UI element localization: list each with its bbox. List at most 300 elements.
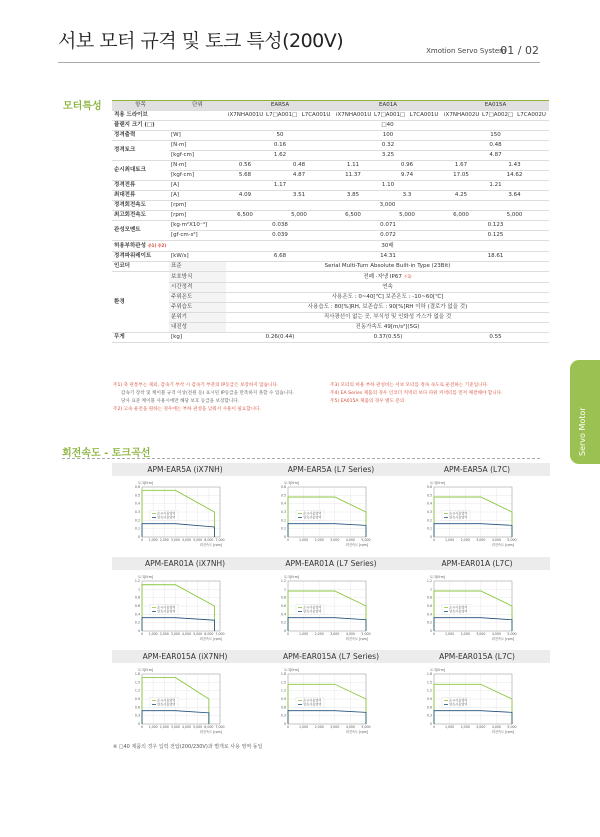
table-row [112, 313, 549, 323]
row-label: 정격파워레이트 [112, 252, 169, 262]
cell: 0.32 [334, 141, 442, 151]
note-line: 주4) EA Series 제품의 경우 인코더 커넥터 보다 파워 커넥터를 먼저 체결해야 합니다. [330, 391, 503, 396]
y-axis-label: 토크[N·m] [138, 668, 154, 672]
torque-chart [112, 463, 258, 558]
chart-svg [258, 665, 404, 745]
y-tick-label: 0 [137, 535, 140, 539]
x-tick-label: 3,000 [330, 725, 340, 729]
table-row [112, 252, 549, 262]
x-tick-label: 1,000 [445, 632, 455, 636]
note-line: 주5) EA015A 제품의 경우 별도 문의 [330, 399, 405, 404]
y-tick-label: 0.2 [134, 620, 140, 625]
x-tick-label: 0 [432, 632, 436, 636]
y-tick-label: 0.5 [134, 493, 140, 498]
torque-chart [112, 650, 258, 745]
cell: 1.17 [226, 181, 334, 191]
legend-label-peak: 순시사용영역 [157, 511, 176, 516]
legend-label-peak: 순시사용영역 [157, 698, 176, 703]
x-tick-label: 6,000 [204, 725, 214, 729]
cell: 0.48 [442, 141, 549, 151]
legend-label-peak: 순시사용영역 [303, 698, 322, 703]
y-tick-label: 0.1 [280, 526, 286, 531]
x-tick-label: 3,000 [330, 538, 340, 542]
page-number: 01 / 02 [500, 44, 539, 57]
cell: 4.87 [264, 171, 334, 181]
y-tick-label: 0.3 [426, 713, 432, 718]
x-axis-label: 회전속도 [rpm] [491, 637, 514, 641]
y-tick-label: 0.8 [134, 595, 140, 600]
cell: 3.51 [264, 191, 334, 201]
y-axis-label: 토크[N·m] [138, 575, 154, 579]
row-label: 최대전류 [112, 191, 169, 201]
x-tick-label: 4,000 [182, 538, 192, 542]
x-tick-label: 4,000 [491, 538, 501, 542]
cell: L7CA001U [298, 111, 334, 121]
y-tick-label: 1.2 [134, 688, 140, 693]
cell-text: 전폐 ·자냉 IP67 [363, 274, 402, 280]
row-label: 정격회전속도 [112, 201, 169, 211]
cell: 0.48 [264, 161, 334, 171]
row-label: 플랜지 크기 (□) [112, 121, 226, 131]
table-row [112, 121, 549, 131]
cell: □40 [226, 121, 549, 131]
legend-label-peak: 순시사용영역 [303, 511, 322, 516]
y-tick-label: 0.5 [426, 493, 432, 498]
y-tick-label: 0.2 [280, 620, 286, 625]
x-tick-label: 4,000 [182, 725, 192, 729]
brand-label: Xmotion Servo System [426, 47, 506, 55]
cell: iX7NHA001U [226, 111, 264, 121]
chart-title: APM-EAR5A (iX7NH) [112, 463, 258, 476]
x-tick-label: 3,000 [330, 632, 340, 636]
x-tick-label: 0 [140, 632, 144, 636]
y-tick-label: 0.6 [134, 485, 140, 489]
y-tick-label: 0.6 [280, 485, 286, 489]
legend-label-continuous: 연속사용영역 [157, 609, 176, 614]
legend-label-peak: 순시사용영역 [303, 605, 322, 610]
y-axis-label: 토크[N·m] [138, 481, 154, 485]
x-tick-label: 3,000 [170, 632, 180, 636]
legend-label-continuous: 연속사용영역 [157, 702, 176, 707]
unit-cell: [W] [169, 131, 226, 141]
cell: 11.37 [334, 171, 372, 181]
x-tick-label: 5,000 [193, 725, 203, 729]
y-axis-label: 토크[N·m] [430, 668, 446, 672]
series-line-continuous [434, 711, 512, 724]
x-tick-label: 2,000 [314, 538, 324, 542]
x-tick-label: 2,000 [314, 632, 324, 636]
y-tick-label: 0 [283, 722, 286, 726]
cell: 6,500 [334, 211, 372, 221]
torque-chart [258, 463, 404, 558]
y-tick-label: 0.8 [280, 595, 286, 600]
cell: L7CA002U [514, 111, 549, 121]
table-row [112, 141, 549, 151]
unit-cell: [kW/s] [169, 252, 226, 262]
unit-cell: [A] [169, 181, 226, 191]
cell: 6,000 [442, 211, 480, 221]
legend-label-peak: 순시사용영역 [449, 698, 468, 703]
cell: 18.61 [442, 252, 549, 262]
row-label: 정격토크 [112, 141, 169, 161]
cell: 6.68 [226, 252, 334, 262]
x-tick-label: 4,000 [345, 538, 355, 542]
spec-table [112, 100, 549, 343]
series-line-continuous [434, 618, 512, 631]
sub-label: 내진성 [169, 323, 226, 333]
y-tick-label: 1.8 [280, 672, 286, 676]
legend-label-continuous: 연속사용영역 [303, 515, 322, 520]
x-tick-label: 3,000 [476, 725, 486, 729]
y-tick-label: 1.8 [426, 672, 432, 676]
y-tick-label: 0.1 [134, 526, 140, 531]
legend-label-peak: 순시사용영역 [449, 605, 468, 610]
chart-title: APM-EAR5A (L7C) [404, 463, 550, 476]
cell: 0.55 [442, 333, 549, 343]
x-tick-label: 3,000 [170, 725, 180, 729]
y-tick-label: 1.2 [280, 579, 286, 583]
row-label: 정격전류 [112, 181, 169, 191]
notes-right [330, 382, 503, 406]
section-title-motor-spec: 모터특성 [63, 101, 102, 112]
cell: 0.125 [442, 231, 549, 241]
x-axis-label: 회전속도 [rpm] [199, 637, 222, 641]
y-tick-label: 0.3 [134, 510, 140, 514]
unit-cell: [kg] [169, 333, 226, 343]
y-tick-label: 0.8 [426, 595, 432, 600]
x-axis-label: 회전속도 [rpm] [345, 730, 368, 734]
cell: 5,000 [264, 211, 334, 221]
x-tick-label: 4,000 [491, 632, 501, 636]
chart-svg [258, 478, 404, 558]
x-tick-label: 1,000 [445, 725, 455, 729]
y-tick-label: 0.3 [426, 510, 432, 514]
cell: 사용온도 : 0~40[℃] 보존온도 : -10~60[℃] [226, 293, 549, 303]
cell: iX7NHA001U [334, 111, 372, 121]
x-tick-label: 1,000 [148, 538, 158, 542]
y-tick-label: 0.9 [134, 697, 140, 701]
section-title-speed-torque: 회전속도 - 토크곡선 [62, 448, 151, 459]
cell: 0.071 [334, 221, 442, 231]
x-axis-label: 회전속도 [rpm] [345, 543, 368, 547]
x-tick-label: 7,000 [215, 632, 225, 636]
y-tick-label: 0.6 [280, 705, 286, 710]
header-cell: EA01A [334, 101, 442, 111]
y-tick-label: 1 [283, 587, 286, 592]
cell: 17.05 [442, 171, 480, 181]
table-row [112, 161, 549, 171]
cell: 3.85 [334, 191, 372, 201]
x-axis-label: 회전속도 [rpm] [491, 730, 514, 734]
table-row [112, 221, 549, 231]
legend-label-continuous: 연속사용영역 [449, 515, 468, 520]
cell: 4.25 [442, 191, 480, 201]
torque-chart [112, 557, 258, 652]
cell: 3.64 [480, 191, 549, 201]
table-header-row [112, 101, 549, 111]
x-tick-label: 5,000 [193, 632, 203, 636]
table-row [112, 283, 549, 293]
y-axis-label: 토크[N·m] [430, 481, 446, 485]
series-line-continuous [288, 524, 366, 537]
x-axis-label: 회전속도 [rpm] [199, 543, 222, 547]
cell: 1.10 [334, 181, 442, 191]
y-axis-label: 토크[N·m] [284, 575, 300, 579]
chart-title: APM-EAR5A (L7 Series) [258, 463, 404, 476]
cell: 0.123 [442, 221, 549, 231]
legend-label-peak: 순시사용영역 [449, 511, 468, 516]
chart-svg [112, 572, 258, 652]
x-tick-label: 3,000 [476, 538, 486, 542]
header-cell: EA015A [442, 101, 549, 111]
x-tick-label: 2,000 [460, 725, 470, 729]
x-tick-label: 1,000 [299, 538, 309, 542]
y-tick-label: 0.3 [280, 713, 286, 718]
row-label: 적용 드라이브 [112, 111, 226, 121]
table-row [112, 293, 549, 303]
x-tick-label: 6,000 [204, 632, 214, 636]
table-row [112, 333, 549, 343]
cell: 1.11 [334, 161, 372, 171]
x-tick-label: 0 [140, 725, 144, 729]
y-tick-label: 0.2 [426, 518, 432, 523]
y-tick-label: 0.4 [134, 612, 140, 617]
row-label [112, 241, 169, 252]
header-divider [58, 62, 540, 63]
y-tick-label: 0 [429, 722, 432, 726]
table-row [112, 272, 549, 283]
table-row [112, 241, 549, 252]
unit-cell [169, 241, 226, 252]
table-row [112, 231, 549, 241]
cell: 사용습도 : 80[%]RH, 보존습도 : 90[%]RH 이하 (결로가 없을 것) [226, 303, 549, 313]
unit-cell: [rpm] [169, 201, 226, 211]
y-tick-label: 0.4 [280, 612, 286, 617]
row-label: 순시최대토크 [112, 161, 169, 181]
y-tick-label: 0.3 [134, 713, 140, 718]
x-tick-label: 2,000 [159, 632, 169, 636]
y-tick-label: 0.9 [426, 697, 432, 701]
page-title: 서보 모터 규격 및 토크 특성(200V) [58, 30, 344, 52]
x-tick-label: 0 [286, 632, 290, 636]
cell: 150 [442, 131, 549, 141]
cell: iX7NHA002U [442, 111, 480, 121]
cell: Serial Multi-Turn Absolute Built-in Type (23Bit) [226, 262, 549, 272]
y-tick-label: 0.1 [426, 526, 432, 531]
torque-chart [404, 650, 550, 745]
header-cell: 항목 [112, 101, 169, 111]
cell [226, 272, 549, 283]
y-tick-label: 1.2 [426, 579, 432, 583]
y-tick-label: 0.6 [134, 705, 140, 710]
x-tick-label: 5,000 [361, 632, 371, 636]
header-cell: EAR5A [226, 101, 334, 111]
legend-label-continuous: 연속사용영역 [157, 515, 176, 520]
chart-svg [404, 665, 550, 745]
x-tick-label: 5,000 [507, 632, 517, 636]
cell: 100 [334, 131, 442, 141]
cell: 14.31 [334, 252, 442, 262]
x-tick-label: 0 [286, 725, 290, 729]
unit-cell: [kgf·cm] [169, 171, 226, 181]
unit-cell: [N·m] [169, 141, 226, 151]
sub-label: 표준 [169, 262, 226, 272]
unit-cell: [N·m] [169, 161, 226, 171]
notes-left [113, 382, 294, 414]
cell: 6,500 [226, 211, 264, 221]
x-tick-label: 4,000 [182, 632, 192, 636]
y-tick-label: 0.6 [426, 485, 432, 489]
y-tick-label: 0 [429, 629, 432, 633]
side-tab-label: Servo Motor [578, 407, 587, 456]
y-tick-label: 0.6 [426, 604, 432, 608]
header-cell: 단위 [169, 101, 226, 111]
cell: 5,000 [480, 211, 549, 221]
side-tab-servo-motor[interactable] [570, 360, 600, 464]
note-line: 주3) 모터의 허용 부하 관성비는 서보 모터를 정속 속도로 운전하는 기준입니다. [330, 383, 489, 388]
unit-cell: [A] [169, 191, 226, 201]
y-axis-label: 토크[N·m] [284, 481, 300, 485]
torque-chart [258, 650, 404, 745]
legend-label-continuous: 연속사용영역 [449, 702, 468, 707]
y-tick-label: 0.2 [134, 518, 140, 523]
table-row [112, 151, 549, 161]
y-axis-label: 토크[N·m] [284, 668, 300, 672]
chart-title: APM-EAR015A (iX7NH) [112, 650, 258, 663]
x-tick-label: 1,000 [148, 632, 158, 636]
x-tick-label: 7,000 [215, 725, 225, 729]
y-tick-label: 0.2 [280, 518, 286, 523]
y-tick-label: 0.9 [280, 697, 286, 701]
cell: 진동가속도 49[m/s²](5G) [226, 323, 549, 333]
y-tick-label: 1.5 [280, 680, 286, 685]
y-tick-label: 0.4 [134, 501, 140, 506]
series-line-continuous [434, 524, 512, 537]
y-tick-label: 0.4 [426, 501, 432, 506]
x-tick-label: 4,000 [345, 632, 355, 636]
sub-label: 주위온도 [169, 293, 226, 303]
chart-svg [112, 478, 258, 558]
chart-title: APM-EAR015A (L7 Series) [258, 650, 404, 663]
x-tick-label: 0 [432, 538, 436, 542]
table-row [112, 181, 549, 191]
series-line-continuous [288, 618, 366, 631]
y-tick-label: 1.2 [426, 688, 432, 693]
row-label-text: 허용부하관성 [114, 243, 146, 249]
cell: 4.09 [226, 191, 264, 201]
x-axis-label: 회전속도 [rpm] [491, 543, 514, 547]
x-tick-label: 6,000 [204, 538, 214, 542]
y-tick-label: 1.5 [426, 680, 432, 685]
torque-chart [404, 463, 550, 558]
cell: 4.87 [442, 151, 549, 161]
note-line: 주1) 축 관통부는 제외, 감속기 부착 시 감속기 부분의 IP등급은 보장하지 않습니다. [113, 383, 279, 388]
cell: 1.62 [226, 151, 334, 161]
x-tick-label: 5,000 [193, 538, 203, 542]
cell: 3,000 [226, 201, 549, 211]
y-tick-label: 0 [137, 629, 140, 633]
x-tick-label: 2,000 [159, 725, 169, 729]
table-row [112, 323, 549, 333]
y-tick-label: 0.4 [280, 501, 286, 506]
cell: 30배 [226, 241, 549, 252]
x-tick-label: 3,000 [170, 538, 180, 542]
y-tick-label: 1.5 [134, 680, 140, 685]
sub-label: 보호방식 [169, 272, 226, 283]
row-label: 관성모멘트 [112, 221, 169, 241]
x-tick-label: 4,000 [345, 725, 355, 729]
chart-title: APM-EAR01A (iX7NH) [112, 557, 258, 570]
y-tick-label: 1.2 [280, 688, 286, 693]
footnote-ref: 주1) 주2) [147, 243, 167, 248]
footnote: ※ □40 제품의 경우 입력 전압(200/230V)과 별개로 사용 영역 동일 [113, 744, 263, 750]
unit-cell: [rpm] [169, 211, 226, 221]
table-row [112, 131, 549, 141]
x-tick-label: 1,000 [148, 725, 158, 729]
y-tick-label: 0 [429, 535, 432, 539]
row-label: 최고회전속도 [112, 211, 169, 221]
x-tick-label: 0 [140, 538, 144, 542]
row-label: 인코더 [112, 262, 169, 272]
cell: L7□A001□ [372, 111, 406, 121]
cell: 1.43 [480, 161, 549, 171]
cell: 0.37(0.55) [334, 333, 442, 343]
x-tick-label: 1,000 [299, 632, 309, 636]
series-line-continuous [288, 711, 366, 724]
y-tick-label: 0.2 [426, 620, 432, 625]
x-tick-label: 3,000 [476, 632, 486, 636]
cell: 3.3 [372, 191, 442, 201]
x-tick-label: 1,000 [299, 725, 309, 729]
row-label: 환경 [112, 272, 169, 333]
cell: 1.21 [442, 181, 549, 191]
y-tick-label: 0 [283, 629, 286, 633]
series-line-continuous [142, 618, 214, 631]
legend-label-continuous: 연속사용영역 [303, 609, 322, 614]
cell: 14.62 [480, 171, 549, 181]
x-tick-label: 2,000 [314, 725, 324, 729]
y-tick-label: 0 [137, 722, 140, 726]
chart-svg [258, 572, 404, 652]
footnote-ref: 주3) [403, 274, 412, 279]
x-tick-label: 0 [432, 725, 436, 729]
cell: L7CA001U [406, 111, 442, 121]
legend-label-continuous: 연속사용영역 [303, 702, 322, 707]
chart-svg [404, 572, 550, 652]
x-tick-label: 7,000 [215, 538, 225, 542]
cell: 0.16 [226, 141, 334, 151]
cell: 3.25 [334, 151, 442, 161]
table-row [112, 111, 549, 121]
table-row [112, 171, 549, 181]
row-label: 정격출력 [112, 131, 169, 141]
series-line-continuous [142, 524, 214, 537]
y-tick-label: 1.2 [134, 579, 140, 583]
cell: 연속 [226, 283, 549, 293]
x-tick-label: 2,000 [159, 538, 169, 542]
unit-cell: [kgf·cm] [169, 151, 226, 161]
x-tick-label: 2,000 [460, 538, 470, 542]
y-tick-label: 0.6 [426, 705, 432, 710]
cell: 5,000 [372, 211, 442, 221]
cell: L7□A001□ [264, 111, 298, 121]
chart-title: APM-EAR01A (L7C) [404, 557, 550, 570]
chart-svg [404, 478, 550, 558]
chart-svg [112, 665, 258, 745]
unit-cell: [gf·cm·s²] [169, 231, 226, 241]
note-line: 당사 표준 케이블 사용시에만 해당 보호 등급을 보장합니다. [121, 399, 240, 404]
section-divider [62, 458, 540, 459]
